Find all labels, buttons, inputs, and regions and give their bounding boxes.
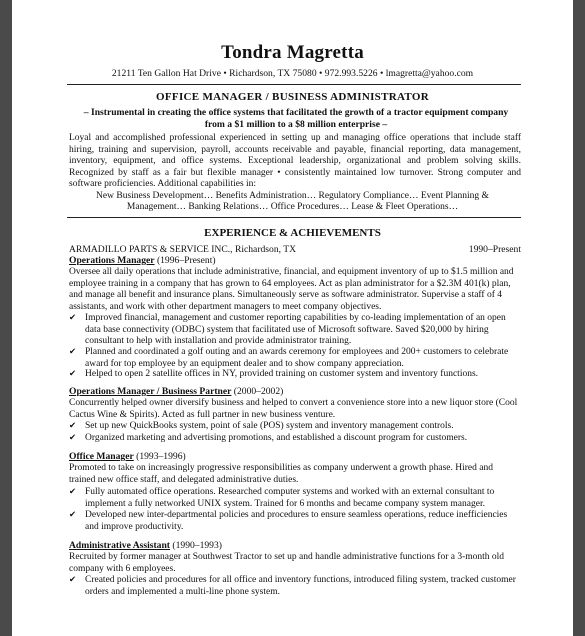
- role-summary: Oversee all daily operations that include administrative, financial, and equipment inventory of up to $1.5 million and employee training in a company that has grown to 64 employees. Act as plan administrator for a $2.3M 401(k) plan, and manage all benefit and insurance plans. Simultaneously serve as software administrator. Supervise a staff of 4 assistants, and work with other department managers to meet company objectives.: [69, 267, 514, 312]
- role-heading: [69, 540, 222, 551]
- role-dates: (1993–1996): [133, 451, 186, 462]
- achievement-item: ✔ Fully automated office operations. Researched computer systems and worked with an external consultant to implement a fully networked UNIX system. Trained for 6 months and became company system manager.: [69, 487, 495, 509]
- contact-line: 21211 Ten Gallon Hat Drive • Richardson, TX 75080 • 972.993.5226 • lmagretta@yahoo.com: [111, 68, 474, 79]
- objective-title: OFFICE MANAGER / BUSINESS ADMINISTRATOR: [156, 91, 429, 103]
- achievement-item: ✔ Improved financial, management and customer reporting capabilities by co-leading implementation of an open data base connectivity (ODBC) system that facilitated use of Microsoft software. Saved $20,000 by hiring consultant to help with installation and provide administrator training.: [69, 313, 506, 347]
- achievement-item: ✔ Developed new inter-departmental policies and procedures to ensure seamless operations, reduce inefficiencies and improve productivity.: [69, 510, 508, 532]
- capabilities-line-2: Management… Banking Relations… Office Procedures… Lease & Fleet Operations…: [126, 202, 459, 212]
- capabilities-line-1: New Business Development… Benefits Administration… Regulatory Compliance… Event Planning &: [96, 191, 489, 201]
- role-title: Operations Manager: [69, 255, 155, 266]
- check-mark-icon: ✔: [69, 510, 77, 520]
- achievement-item: ✔ Planned and coordinated a golf outing and an awards ceremony for employees and 200+ customers to celebrate award for top employee by an equipment dealer and to show company appreciation.: [69, 347, 509, 369]
- professional-summary: Loyal and accomplished professional experienced in setting up and managing office operations that include staff hiring, training and supervision, payroll, accounts receivable and payable, financial reporting, data management, inventory, equipment, and office systems. Exceptional leadership, organizational and problem solving skills. Recognized by staff as a fair but flexible manager • consistently maintained low turnover. Strong computer and software proficiencies. Additional capabilities in:: [69, 133, 521, 190]
- experience-heading: EXPERIENCE & ACHIEVEMENTS: [204, 227, 381, 239]
- role-title: Operations Manager / Business Partner: [69, 386, 232, 397]
- role-heading: [69, 255, 216, 266]
- role-dates: (2000–2002): [231, 386, 284, 397]
- role-heading: [69, 451, 186, 462]
- achievement-item: ✔ Created policies and procedures for all office and inventory functions, introduced filing system, tracked customer orders and implemented a multi-line phone system.: [69, 575, 516, 597]
- role-dates: (1990–1993): [170, 540, 222, 551]
- check-mark-icon: ✔: [69, 369, 77, 379]
- employer-name: ARMADILLO PARTS & SERVICE INC., Richardson, TX: [69, 244, 297, 255]
- role-summary: Concurrently helped owner diversify business and helped to convert a convenience store into a new liquor store (Cool Cactus Wine & Spirits). Acted as full partner in new business venture.: [69, 398, 518, 420]
- objective-intro: – Instrumental in creating the office systems that facilitated the growth of a tractor equipment company from a $1 million to a $8 million enterprise –: [83, 107, 509, 130]
- header-divider: [67, 84, 521, 85]
- role-heading: [69, 386, 283, 397]
- check-mark-icon: ✔: [69, 433, 77, 443]
- employer-dates: 1990–Present: [468, 244, 521, 255]
- achievement-item: ✔ Set up new QuickBooks system, point of sale (POS) system and inventory management controls.: [69, 421, 454, 431]
- role-summary: Recruited by former manager at Southwest Tractor to set up and handle administrative functions for a 3-month old company with 6 employees.: [69, 552, 505, 574]
- candidate-name: Tondra Magretta: [221, 42, 364, 63]
- role-title: Administrative Assistant: [69, 540, 171, 551]
- achievement-item: ✔ Helped to open 2 satellite offices in NY, provided training on customer system and inventory functions.: [69, 369, 479, 379]
- check-mark-icon: ✔: [69, 421, 77, 431]
- check-mark-icon: ✔: [69, 313, 77, 323]
- role-title: Office Manager: [69, 451, 134, 462]
- check-mark-icon: ✔: [69, 575, 77, 585]
- check-mark-icon: ✔: [69, 487, 77, 497]
- check-mark-icon: ✔: [69, 347, 77, 357]
- summary-divider: [67, 217, 521, 218]
- role-dates: (1996–Present): [154, 255, 216, 266]
- achievement-item: ✔ Organized marketing and advertising promotions, and established a discount program for customers.: [69, 433, 468, 443]
- role-summary: Promoted to take on increasingly progressive responsibilities as company underwent a growth phase. Hired and trained new office staff, and delegated administrative duties.: [69, 463, 493, 485]
- resume-page: [12, 0, 573, 636]
